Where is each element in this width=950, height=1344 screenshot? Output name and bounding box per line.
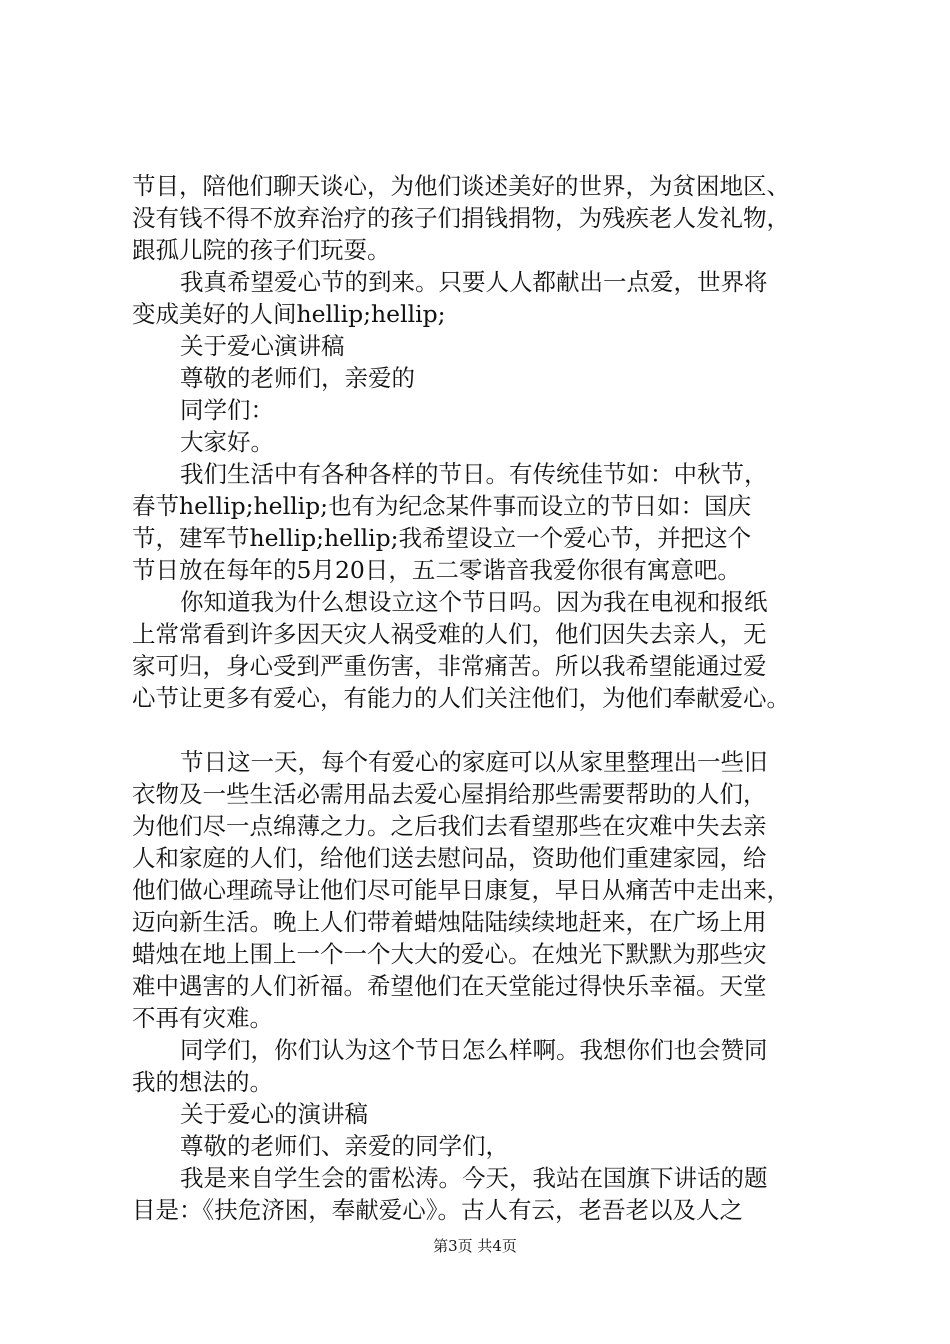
text-line: 蜡烛在地上围上一个一个大大的爱心。在烛光下默默为那些灾	[132, 940, 767, 968]
text-line: 家可归，身心受到严重伤害，非常痛苦。所以我希望能通过爱	[132, 652, 767, 680]
text-line: 目是：《扶危济困，奉献爱心》。古人有云，老吾老以及人之	[132, 1196, 743, 1224]
paragraph-gap	[132, 714, 832, 746]
text-line: 大家好。	[180, 428, 274, 456]
text-line: 你知道我为什么想设立这个节日吗。因为我在电视和报纸	[180, 588, 768, 616]
page-number-footer: 第3页 共4页	[433, 1237, 517, 1255]
text-line: 衣物及一些生活必需用品去爱心屋捐给那些需要帮助的人们，	[132, 780, 767, 808]
text-line: 尊敬的老师们、亲爱的同学们，	[180, 1132, 509, 1160]
text-line: 我的想法的。	[132, 1068, 273, 1096]
text-line: 我是来自学生会的雷松涛。今天，我站在国旗下讲话的题	[180, 1164, 768, 1192]
text-line: 我们生活中有各种各样的节日。有传统佳节如：中秋节，	[180, 460, 768, 488]
text-line: 跟孤儿院的孩子们玩耍。	[132, 236, 391, 264]
text-line: 人和家庭的人们，给他们送去慰问品，资助他们重建家园，给	[132, 844, 767, 872]
text-line: 他们做心理疏导让他们尽可能早日康复，早日从痛苦中走出来，	[132, 876, 790, 904]
text-line: 上常常看到许多因天灾人祸受难的人们，他们因失去亲人，无	[132, 620, 767, 648]
text-line: 我真希望爱心节的到来。只要人人都献出一点爱，世界将	[180, 268, 768, 296]
text-line: 节日放在每年的5月20日，五二零谐音我爱你很有寓意吧。	[132, 556, 741, 584]
document-body	[132, 170, 832, 1226]
text-line: 尊敬的老师们，亲爱的	[180, 364, 415, 392]
text-line: 节目，陪他们聊天谈心，为他们谈述美好的世界，为贫困地区、	[132, 172, 790, 200]
text-line: 节，建军节hellip;hellip;我希望设立一个爱心节，并把这个	[132, 524, 752, 552]
text-line: 心节让更多有爱心，有能力的人们关注他们，为他们奉献爱心。	[132, 684, 790, 712]
text-line: 没有钱不得不放弃治疗的孩子们捐钱捐物，为残疾老人发礼物，	[132, 204, 790, 232]
text-line: 不再有灾难。	[132, 1004, 273, 1032]
text-line: 关于爱心演讲稿	[180, 332, 345, 360]
text-line: 同学们，你们认为这个节日怎么样啊。我想你们也会赞同	[180, 1036, 768, 1064]
text-line: 为他们尽一点绵薄之力。之后我们去看望那些在灾难中失去亲	[132, 812, 767, 840]
text-line: 春节hellip;hellip;也有为纪念某件事而设立的节日如：国庆	[132, 492, 752, 520]
text-line: 同学们：	[180, 396, 274, 424]
text-line: 迈向新生活。晚上人们带着蜡烛陆陆续续地赶来，在广场上用	[132, 908, 767, 936]
text-line: 难中遇害的人们祈福。希望他们在天堂能过得快乐幸福。天堂	[132, 972, 767, 1000]
text-line: 关于爱心的演讲稿	[180, 1100, 368, 1128]
text-line: 变成美好的人间hellip;hellip;	[132, 300, 446, 328]
text-line: 节日这一天，每个有爱心的家庭可以从家里整理出一些旧	[180, 748, 768, 776]
